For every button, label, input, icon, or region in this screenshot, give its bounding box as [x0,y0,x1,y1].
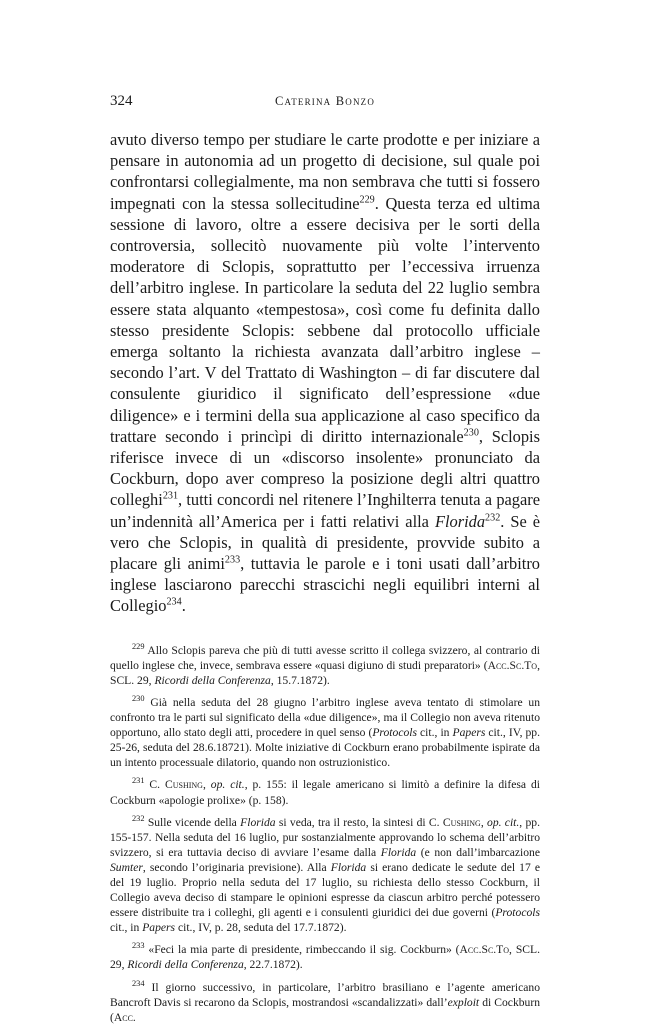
running-head [110,93,540,117]
footnote-text: Allo Sclopis pareva che più di tutti avesse scritto il collega svizzero, al contrario di quello inglese che, invece, sembrava essere «quasi digiuno di studi preparatori» ( [110,643,540,672]
footnote-text: , SCL. 29, [110,658,540,687]
source-title: Protocols [495,906,540,920]
footnote-text: «Feci la mia parte di presidente, rimbeccando il sig. Cockburn» ( [144,943,460,957]
footnote-text: (e non dall’imbarcazione [416,845,540,859]
body-text-run: . Se è vero che Sclopis, in qualità di presidente, provvide subito a placare gli animi [110,511,540,574]
footnote-ref-231[interactable]: 231 [162,490,179,502]
footnote-ref-234[interactable]: 234 [166,597,182,608]
footnote-text: Già nella seduta del 28 giugno l’arbitro inglese aveva tentato di stimolare un confronto tra le parti sul significato della «due diligence», ma il Collegio non aveva ritenuto opportuno, allo stato degli atti, procedere in quel senso ( [110,695,540,740]
body-text-run: , tutti concordi nel ritenere l’Inghilterra tenuta a pagare un’indennità all’America per i fatti relativi alla [110,490,540,531]
archive-abbrev: Acc.Sc.To [459,943,510,957]
ship-name: Sumter [110,860,143,874]
footnote-text: , [202,778,211,792]
body-text-run: . Questa terza ed ultima sessione di lavoro, oltre a essere decisiva per le sorti della controversia, sollecitò nuovamente più volte l’intervento moderatore di Sclopis, soprattutto per l’eccessiva irruenza dell’arbitro inglese. In particolare la seduta del 22 luglio sembra essere stata alquanto «tempestosa», così come fu definita dallo stesso presidente Sclopis: sebbene dal protocollo ufficiale emerga soltanto la richiesta avanzata dall’arbitro inglese – secondo l’art. V del Trattato di Washington – di far discutere dal consulente giuridico il significato dell’espressione «due diligence» e i termini della sua applicazione al caso specifico da trattare secondo i princìpi di diritto internazionale [110,193,540,446]
footnote-number: 230 [132,694,145,704]
footnote-text: , 15.7.1872). [270,673,330,687]
footnote-ref-233[interactable]: 233 [224,554,241,566]
footnote-text: Sulle vicende della [144,815,241,829]
footnote-text: , pp. 155-157. Nella seduta del 16 luglio, pur sostanzialmente approvando lo schema dell’arbitro svizzero, si era tuttavia deciso di avviare l’esame dalla [110,815,540,859]
footnote-233 [110,942,540,972]
citation-abbrev: op. cit. [487,815,520,829]
footnote-text: , secondo l’originaria previsione). Alla [142,860,331,874]
source-title: Ricordi della Conferenza [127,958,244,972]
footnote-229 [110,643,540,688]
footnote-230 [110,695,540,770]
footnote-number: 234 [132,978,145,988]
footnote-text: C. [144,778,165,792]
footnote-text: si veda, tra il resto, la sintesi di C. [275,815,443,829]
page-number: 324 [110,93,133,109]
ship-name: Florida [330,860,367,874]
citation-abbrev: op. cit. [210,778,245,792]
running-title: Caterina Bonzo [274,94,376,108]
footnote-231 [110,777,540,807]
author-name: Cushing [164,778,203,792]
footnote-234 [110,980,540,1025]
footnote-text: Il giorno successivo, in particolare, l’arbitro brasiliano e l’agente americano Bancroft Davis si recarono da Sclopis, mostrandosi «scandalizzati» dall’ [110,980,540,1009]
footnote-ref-232[interactable]: 232 [485,512,501,524]
footnote-number: 231 [132,776,145,786]
footnote-text: cit., IV, p. 28, seduta del 17.7.1872). [175,921,347,935]
body-text-run: avuto diverso tempo per studiare le carte prodotte e per iniziare a pensare in autonomia ad un progetto di decisione, sul quale poi confrontarsi collegialmente, ma non sembrava che tutti si fossero impegnati con la stessa sollecitudine [110,130,540,213]
archive-abbrev: Acc.Sc.To [487,658,538,672]
author-name: Cushing [442,815,481,829]
foreign-term: exploit [447,995,480,1009]
footnote-text: , 22.7.1872). [243,958,303,972]
footnote-text: di Cockburn ( [110,995,540,1024]
footnote-ref-230[interactable]: 230 [463,427,479,439]
footnote-text: cit., in [417,726,453,740]
footnotes-section [110,643,540,1025]
footnote-text: , p. 155: il legale americano si limitò a definire la difesa di Cockburn «apologie prolixe» (p. 158). [110,778,540,807]
footnote-text: , SCL. 29, [110,943,540,972]
footnote-number: 229 [132,641,145,651]
source-title: Papers [452,726,486,740]
body-text-run: . [181,596,186,616]
book-page [110,93,540,1032]
source-title: Ricordi della Conferenza [154,673,271,687]
body-text-run: , Sclopis riferisce invece di un «discorso insolente» pronunciato da Cockburn, dopo aver compreso la posizione degli altri quattro colleghi [110,426,540,510]
footnote-number: 232 [132,813,145,823]
source-title: Papers [142,921,176,935]
footnote-number: 233 [132,941,145,951]
footnote-text: , [480,815,488,829]
body-paragraph [110,129,540,617]
body-text-run: , tuttavia le parole e i toni usati dall’arbitro inglese lasciarono parecchi strascichi negli equilibri interni al Collegio [110,554,541,616]
ship-name: Florida [240,815,276,829]
footnote-ref-229[interactable]: 229 [359,194,375,206]
footnote-text: si erano dedicate le sedute del 17 e del 19 luglio. Proprio nella seduta del 17 luglio, su richiesta dello stesso Cockburn, il Collegio aveva deciso di stampare le opinioni espresse da ciascun arbitro perché potessero essere distribuite tra i colleghi, gli agenti e i consulenti giuridici dei due governi ( [110,860,540,920]
source-title: Protocols [372,726,417,740]
ship-name-florida: Florida [434,511,486,531]
footnote-text: cit., in [110,921,143,935]
footnote-text: cit., IV, pp. 25-26, seduta del 28.6.18721). Molte iniziative di Cockburn erano probabilmente ispirate da un intento processuale dilatorio, quando non ostruzionistico. [110,726,540,770]
ship-name: Florida [380,845,417,859]
footnote-232 [110,815,540,936]
archive-abbrev: Acc. [113,1010,136,1024]
